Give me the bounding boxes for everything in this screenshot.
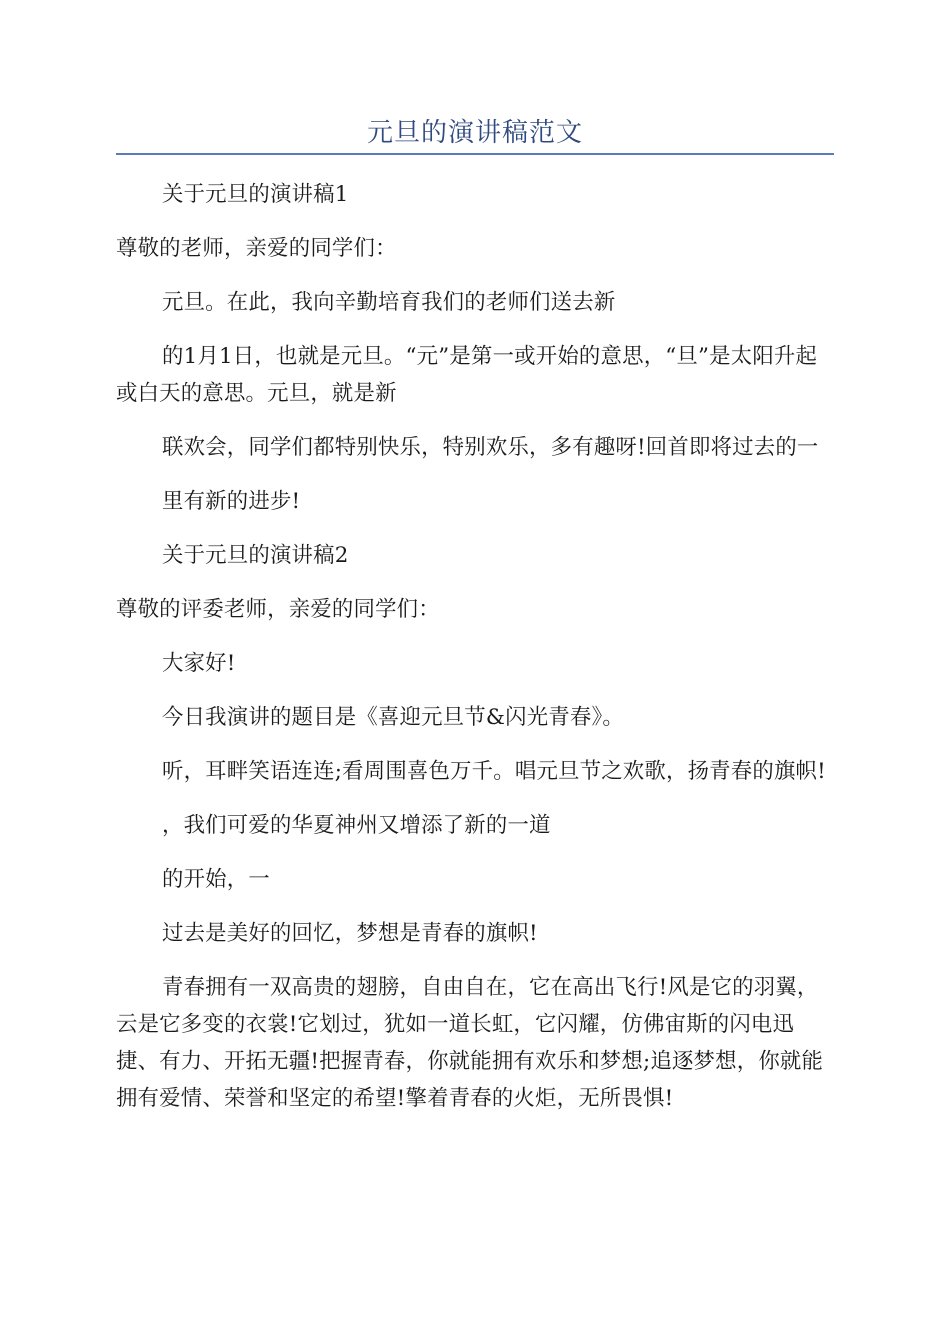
paragraph: 里有新的进步! [162,489,301,514]
paragraph: 关于元旦的演讲稿1 [162,182,349,207]
paragraph: 关于元旦的演讲稿2 [162,543,349,568]
title-underline [116,153,834,155]
paragraph: 的开始，一 [162,867,270,892]
paragraph: 大家好! [162,651,236,676]
paragraph: 听，耳畔笑语连连;看周围喜色万千。唱元旦节之欢歌，扬青春的旗帜! [162,759,826,784]
paragraph: 青春拥有一双高贵的翅膀，自由自在，它在高出飞行!风是它的羽翼，云是它多变的衣裳!它划过，犹如一道长虹，它闪耀，仿佛宙斯的闪电迅捷、有力、开拓无疆!把握青春，你就能拥有欢乐和梦想;追逐梦想，你就能拥有爱情、荣誉和坚定的希望!擎着青春的火炬，无所畏惧! [116,975,824,1111]
paragraph: 尊敬的老师，亲爱的同学们： [116,236,397,261]
paragraph: 过去是美好的回忆，梦想是青春的旗帜! [162,921,538,946]
paragraph: 联欢会，同学们都特别快乐，特别欢乐，多有趣呀!回首即将过去的一 [162,435,819,460]
document-body [116,176,834,1134]
paragraph: ，我们可爱的华夏神州又增添了新的一道 [162,813,551,838]
document-title: 元旦的演讲稿范文 [366,118,583,148]
paragraph: 尊敬的评委老师，亲爱的同学们： [116,597,440,622]
paragraph: 今日我演讲的题目是《喜迎元旦节&闪光青春》。 [162,705,624,730]
paragraph: 的1月1日，也就是元旦。“元”是第一或开始的意思，“旦”是太阳升起或白天的意思。元旦，就是新 [116,344,818,406]
paragraph: 元旦。在此，我向辛勤培育我们的老师们送去新 [162,290,616,315]
